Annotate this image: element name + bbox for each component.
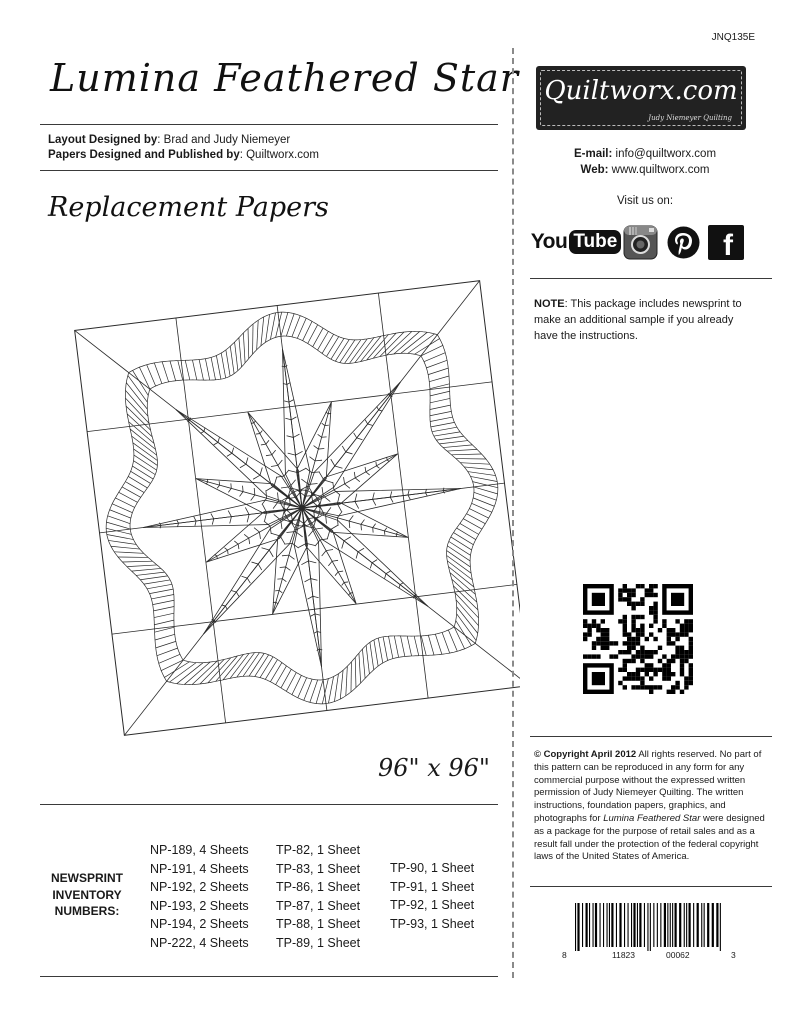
inventory-item: NP-191, 4 Sheets: [150, 861, 249, 876]
inventory-item: TP-83, 1 Sheet: [276, 861, 361, 876]
inventory-item: TP-87, 1 Sheet: [276, 898, 361, 913]
barcode-rule: [530, 886, 772, 887]
qr-code[interactable]: [583, 584, 693, 694]
note-label: NOTE: [534, 298, 565, 310]
facebook-f: f: [723, 228, 733, 262]
youtube-you: You: [530, 230, 568, 253]
quilt-border: [75, 281, 520, 736]
web-link[interactable]: www.quiltworx.com: [611, 164, 710, 176]
facebook-icon[interactable]: [708, 225, 744, 260]
inventory-col-1: [150, 841, 249, 952]
logo-text: Quiltworx.com: [544, 76, 738, 106]
web-label: Web:: [580, 164, 609, 176]
inventory-item: TP-91, 1 Sheet: [390, 879, 475, 894]
barcode-digit-1: 8: [562, 950, 567, 960]
barcode-group-2: 00062: [666, 950, 690, 960]
contact-info: [530, 146, 760, 178]
bottom-rule: [40, 976, 498, 977]
copyright-rule: [530, 736, 772, 737]
subtitle: Replacement Papers: [48, 192, 329, 223]
inventory-item: TP-88, 1 Sheet: [276, 917, 361, 931]
copyright-text-1: All rights reserved. No part of this pattern can be reproduced in any form for any commercial purpose without the expressed written permission of Judy Niemeyer Quilting. The written instructions, foundation papers, graphics, and photographs for: [534, 749, 762, 824]
youtube-icon[interactable]: [530, 225, 618, 259]
inventory-item: TP-92, 1 Sheet: [390, 898, 475, 912]
inventory-item: TP-89, 1 Sheet: [276, 935, 361, 950]
copyright-notice: [534, 749, 774, 864]
inventory-col-2: [276, 841, 360, 952]
column-divider: [512, 48, 514, 978]
inventory-item: NP-194, 2 Sheets: [150, 917, 249, 931]
inventory-item: NP-189, 4 Sheets: [150, 843, 249, 857]
inventory-item: TP-86, 1 Sheet: [276, 880, 361, 894]
note: [534, 296, 754, 344]
papers-label: Papers Designed and Published by: [48, 149, 240, 161]
note-text: : This package includes newsprint to make an additional sample if you already have the instructions.: [534, 298, 742, 342]
layout-label: Layout Designed by: [48, 134, 158, 146]
visit-us-label: Visit us on:: [616, 195, 674, 207]
papers-value: : Quiltworx.com: [239, 149, 319, 161]
quilt-size: 96" x 96": [378, 754, 490, 782]
copyright-label: © Copyright April 2012: [534, 749, 637, 760]
inventory-label: NEWSPRINT INVENTORY NUMBERS:: [51, 871, 123, 918]
inventory-item: NP-193, 2 Sheets: [150, 898, 249, 913]
inventory-item: TP-82, 1 Sheet: [276, 843, 361, 857]
logo-tagline: Judy Niemeyer Quilting: [648, 114, 732, 122]
inventory-item: TP-93, 1 Sheet: [390, 916, 475, 931]
instagram-icon[interactable]: [623, 225, 658, 260]
barcode-digit-2: 3: [731, 950, 736, 960]
page-title: Lumina Feathered Star: [50, 56, 519, 100]
inventory-col-3: [390, 859, 474, 933]
inventory-item: NP-192, 2 Sheets: [150, 880, 249, 894]
quiltworx-logo[interactable]: [536, 66, 746, 130]
inventory-item: TP-90, 1 Sheet: [390, 861, 475, 875]
youtube-tube: Tube: [569, 230, 621, 254]
social-rule: [530, 278, 772, 279]
copyright-italic: Lumina Feathered Star: [603, 812, 701, 824]
email-link[interactable]: info@quiltworx.com: [615, 148, 717, 160]
layout-value: : Brad and Judy Niemeyer: [157, 134, 291, 146]
inventory-item: NP-222, 4 Sheets: [150, 935, 249, 950]
barcode-group-1: 11823: [612, 950, 636, 960]
barcode: [575, 903, 725, 953]
copyright-text-2: were designed as a package for the purpose of retail sales and as a result fall under the protection of the federal copyright laws of the United States of America.: [534, 812, 765, 863]
email-label: E-mail:: [573, 148, 613, 160]
pinterest-icon[interactable]: [666, 225, 701, 260]
size-rule: [40, 804, 498, 805]
product-code: JNQ135E: [711, 32, 755, 43]
